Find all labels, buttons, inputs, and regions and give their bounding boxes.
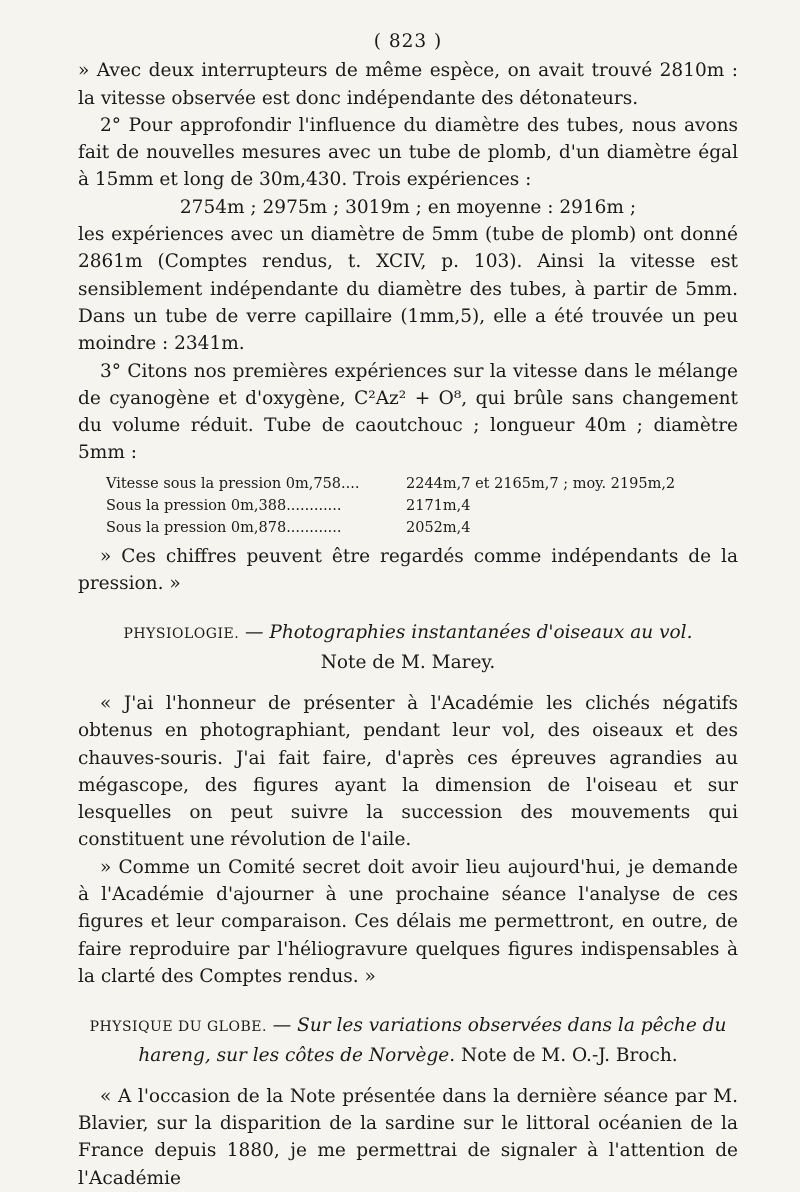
table-row: [106, 473, 716, 495]
page-number: ( 823 ): [373, 31, 443, 52]
table-label: Sous la pression 0m,878............: [106, 519, 342, 536]
paragraph-5: » Ces chiffres peuvent être regardés comme indépendants de la pression. »: [78, 545, 738, 595]
section-note: Note de M. Marey.: [320, 651, 496, 673]
paragraph-6: « J'ai l'honneur de présenter à l'Académie les clichés négatifs obtenus en photographiant, pendant leur vol, des oiseaux et des chauves-souris. J'ai fait faire, d'après ces épreuves agrandies au mégascope, des figures ayant la dimension de l'oiseau et sur lesquelles on peut suivre la succession des mouvements qui constituent une révolution de l'aile.: [78, 692, 738, 851]
section-label: PHYSIOLOGIE.: [123, 626, 240, 643]
table-value: 2171m,4: [406, 497, 471, 514]
paragraph-1: » Avec deux interrupteurs de même espèce, on avait trouvé 2810m : la vitesse observée est donc indépendante des détonateurs.: [78, 60, 738, 109]
section-title: — Sur les variations observées dans la pêche du hareng, sur les côtes de Norvège.: [138, 1015, 727, 1066]
section-label: PHYSIQUE DU GLOBE.: [89, 1019, 267, 1036]
paragraph-2: 2° Pour approfondir l'influence du diamètre des tubes, nous avons fait de nouvelles mesures avec un tube de plomb, d'un diamètre égal à 15mm et long de 30m,430. Trois expériences :: [78, 114, 738, 191]
table-row: [106, 517, 716, 539]
measurements-line: 2754m ; 2975m ; 3019m ; en moyenne : 2916m ;: [179, 196, 637, 218]
table-label: Sous la pression 0m,388............: [106, 497, 342, 514]
table-value: 2052m,4: [406, 519, 471, 536]
table-label: Vitesse sous la pression 0m,758....: [106, 475, 360, 492]
paragraph-8: « A l'occasion de la Note présentée dans la dernière séance par M. Blavier, sur la disparition de la sardine sur le littoral océanien de la France depuis 1880, je me permettrai de signaler à l'attention de l'Académie: [78, 1085, 738, 1189]
section-heading-physique-du-globe: [78, 1012, 738, 1069]
section-title: — Photographies instantanées d'oiseaux au vol.: [245, 622, 693, 644]
section-note: Note de M. O.-J. Broch.: [461, 1044, 678, 1066]
pressure-table: [106, 473, 716, 539]
paragraph-3: les expériences avec un diamètre de 5mm (tube de plomb) ont donné 2861m (Comptes rendus, t. XCIV, p. 103). Ainsi la vitesse est sensiblement indépendante du diamètre des tubes, à partir de 5mm. Dans un tube de verre capillaire (1mm,5), elle a été trouvée un peu moindre : 2341m.: [78, 224, 738, 355]
page: [78, 28, 738, 1192]
table-value: 2244m,7 et 2165m,7 ; moy. 2195m,2: [406, 475, 676, 492]
paragraph-7: » Comme un Comité secret doit avoir lieu aujourd'hui, je demande à l'Académie d'ajourner à une prochaine séance l'analyse de ces figures et leur comparaison. Ces délais me permettront, en outre, de faire reproduire par l'héliogravure quelques figures indispensables à la clarté des Comptes rendus. »: [78, 856, 738, 987]
section-heading-physiologie: [78, 619, 738, 676]
paragraph-4: 3° Citons nos premières expériences sur la vitesse dans le mélange de cyanogène et d'oxygène, C²Az² + O⁸, qui brûle sans changement du volume réduit. Tube de caoutchouc ; longueur 40m ; diamètre 5mm :: [78, 360, 738, 464]
table-row: [106, 495, 716, 517]
